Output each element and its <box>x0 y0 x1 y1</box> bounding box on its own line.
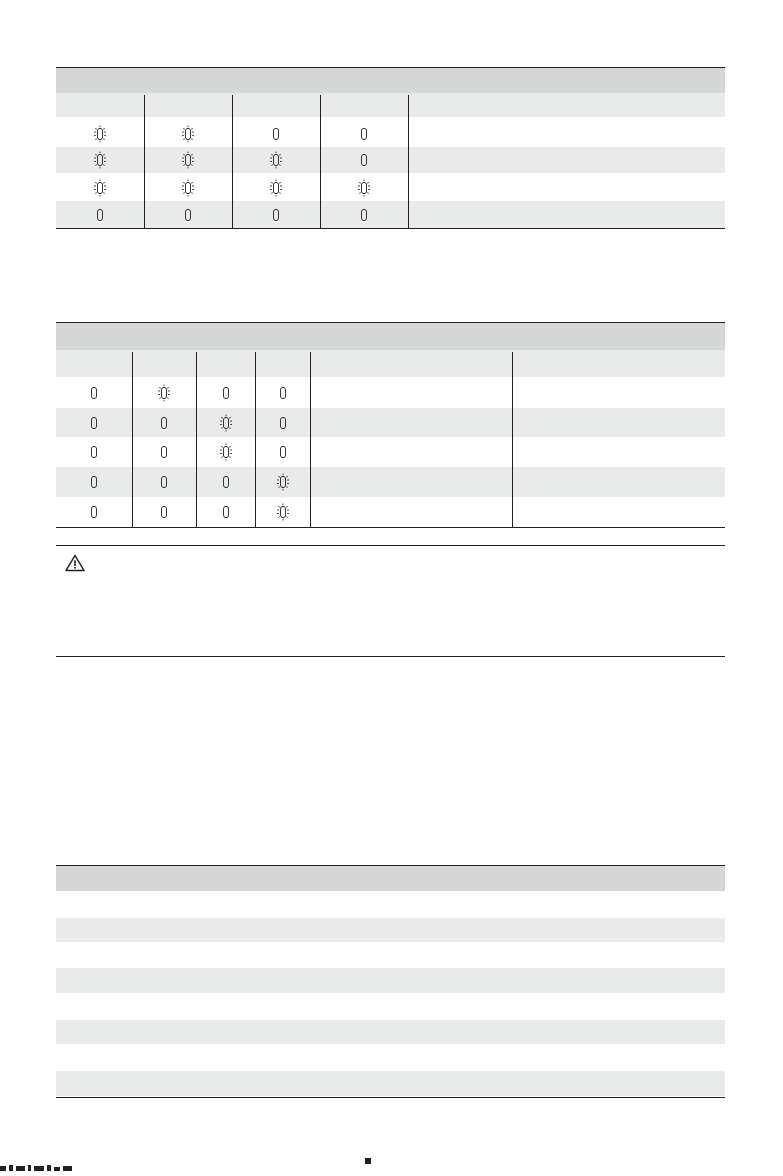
column-divider <box>512 352 513 527</box>
led-cell <box>90 147 110 173</box>
table-header-row <box>56 350 725 377</box>
led-cell <box>178 120 198 147</box>
led-blinking-icon <box>219 443 233 461</box>
led-cell <box>273 408 293 437</box>
led-cell <box>354 201 374 228</box>
led-cell <box>178 147 198 173</box>
table-row-stripe <box>56 147 725 173</box>
led-cell <box>154 467 174 497</box>
led-off-icon <box>269 125 283 143</box>
striped-table-3 <box>56 865 725 1098</box>
column-divider <box>144 95 145 228</box>
warning-box <box>56 545 725 657</box>
led-cell <box>266 174 286 201</box>
led-off-icon <box>181 206 195 224</box>
table-title-band <box>56 68 725 93</box>
led-cell <box>273 467 293 497</box>
led-off-icon <box>276 414 290 432</box>
table-bottom-rule <box>56 527 725 528</box>
led-blinking-icon <box>269 151 283 169</box>
led-blinking-icon <box>181 179 195 197</box>
led-off-icon <box>276 384 290 402</box>
led-cell <box>266 120 286 147</box>
led-blinking-icon <box>276 473 290 491</box>
table-row-stripe <box>56 1020 725 1044</box>
led-off-icon <box>87 384 101 402</box>
led-cell <box>90 120 110 147</box>
led-cell <box>273 497 293 527</box>
led-blinking-icon <box>357 179 371 197</box>
led-cell <box>266 147 286 173</box>
led-cell <box>216 437 236 467</box>
table-row-stripe <box>56 918 725 942</box>
led-cell <box>154 378 174 408</box>
table-row-stripe <box>56 968 725 993</box>
led-cell <box>216 408 236 437</box>
led-off-icon <box>357 125 371 143</box>
led-off-icon <box>87 473 101 491</box>
led-cell <box>154 408 174 437</box>
led-off-icon <box>87 503 101 521</box>
cropped-page-number <box>365 1158 371 1164</box>
led-blinking-icon <box>219 414 233 432</box>
led-off-icon <box>219 384 233 402</box>
column-divider <box>310 352 311 527</box>
led-off-icon <box>276 443 290 461</box>
column-divider <box>320 95 321 228</box>
column-divider <box>132 352 133 527</box>
led-cell <box>273 378 293 408</box>
led-blinking-icon <box>93 179 107 197</box>
warning-bottom-rule <box>56 656 725 657</box>
led-off-icon <box>269 206 283 224</box>
table-bottom-rule <box>56 228 725 229</box>
led-blinking-icon <box>276 503 290 521</box>
led-cell <box>84 378 104 408</box>
led-blinking-icon <box>181 151 195 169</box>
led-off-icon <box>219 503 233 521</box>
column-divider <box>232 95 233 228</box>
led-off-icon <box>157 473 171 491</box>
led-blinking-icon <box>93 151 107 169</box>
led-cell <box>178 174 198 201</box>
led-off-icon <box>157 503 171 521</box>
led-off-icon <box>219 473 233 491</box>
led-cell <box>354 174 374 201</box>
led-off-icon <box>87 443 101 461</box>
table-row-stripe <box>56 1071 725 1096</box>
warning-triangle-icon <box>65 554 85 572</box>
led-status-table-1 <box>56 67 725 230</box>
led-cell <box>216 378 236 408</box>
cropped-footer-text <box>0 1158 80 1164</box>
led-status-table-2 <box>56 322 725 528</box>
led-cell <box>84 497 104 527</box>
led-blinking-icon <box>269 179 283 197</box>
table-header-row <box>56 93 725 117</box>
led-cell <box>354 147 374 173</box>
warning-top-rule <box>56 545 725 546</box>
led-cell <box>90 174 110 201</box>
led-off-icon <box>357 151 371 169</box>
led-off-icon <box>157 414 171 432</box>
led-cell <box>216 467 236 497</box>
table-title-band <box>56 323 725 350</box>
led-cell <box>216 497 236 527</box>
led-cell <box>154 497 174 527</box>
led-cell <box>273 437 293 467</box>
led-off-icon <box>93 206 107 224</box>
led-cell <box>354 120 374 147</box>
led-cell <box>154 437 174 467</box>
table-bottom-rule <box>56 1097 725 1098</box>
led-cell <box>84 467 104 497</box>
led-off-icon <box>157 443 171 461</box>
column-divider <box>196 352 197 527</box>
led-cell <box>84 437 104 467</box>
led-off-icon <box>87 414 101 432</box>
led-cell <box>84 408 104 437</box>
table-header-row <box>56 866 725 891</box>
led-blinking-icon <box>157 384 171 402</box>
led-cell <box>266 201 286 228</box>
column-divider <box>255 352 256 527</box>
column-divider <box>408 95 409 228</box>
led-blinking-icon <box>181 125 195 143</box>
led-cell <box>90 201 110 228</box>
led-cell <box>178 201 198 228</box>
table-row-stripe <box>56 201 725 228</box>
led-blinking-icon <box>93 125 107 143</box>
led-off-icon <box>357 206 371 224</box>
